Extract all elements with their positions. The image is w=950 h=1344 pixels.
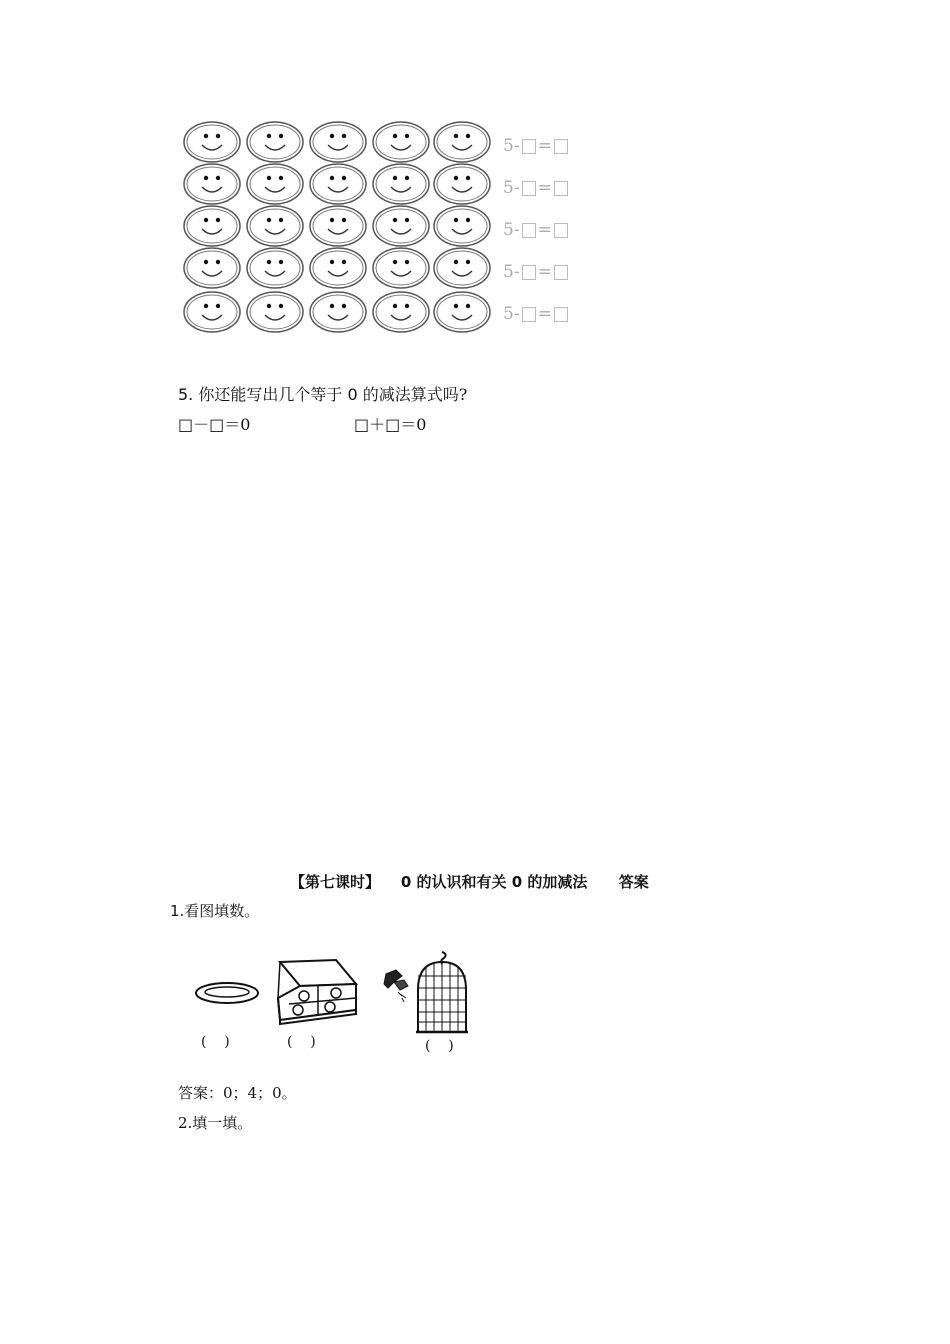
smiley-face-icon <box>247 122 303 162</box>
flying-bird-illustration <box>380 966 412 1004</box>
equation-prefix: 5- <box>503 304 520 324</box>
question-5-text2: 的减法算式吗? <box>362 385 468 404</box>
equation-plus: □＋□＝0 <box>354 415 427 434</box>
blank-box <box>522 181 536 196</box>
equation-prefix: 5- <box>503 262 520 282</box>
smiley-face-icon <box>373 206 429 246</box>
smiley-face-icon <box>310 248 366 288</box>
answer-question-1: 1.看图填数。 <box>170 902 260 920</box>
answer-text: 答案：0；4；0。 <box>178 1084 297 1102</box>
blank-box <box>554 223 568 238</box>
smiley-face-icon <box>434 248 490 288</box>
smiley-face-icon <box>434 164 490 204</box>
bird-cage-illustration <box>412 950 472 1036</box>
smiley-face-icon <box>310 122 366 162</box>
box-with-apples-illustration <box>274 958 360 1026</box>
blank-box <box>522 139 536 154</box>
blank-box <box>554 307 568 322</box>
question-5-number: 5. <box>178 385 194 404</box>
smiley-face-icon <box>247 164 303 204</box>
question-5 <box>178 382 467 405</box>
equation-minus: □－□＝0 <box>178 415 251 434</box>
equation-prefix: 5- <box>503 136 520 156</box>
equation-prefix: 5- <box>503 178 520 198</box>
blank-box <box>554 181 568 196</box>
equals-sign: = <box>537 136 552 156</box>
question-5-text: 你还能写出几个等于 <box>198 385 343 404</box>
smiley-face-icon <box>184 164 240 204</box>
equals-sign: = <box>537 304 552 324</box>
blank-box <box>554 265 568 280</box>
smiley-face-icon <box>184 248 240 288</box>
row-equation <box>503 304 570 324</box>
equals-sign: = <box>537 178 552 198</box>
plate-illustration <box>194 980 260 1006</box>
smiley-face-icon <box>184 292 240 332</box>
row-equation <box>503 220 570 240</box>
blank-box <box>522 265 536 280</box>
blank-box <box>522 307 536 322</box>
answer-blank-box: ( ) <box>287 1034 316 1050</box>
smiley-face-icon <box>373 164 429 204</box>
answer-section-title: 【第七课时】 0 的认识和有关 0 的加减法 答案 <box>290 873 649 891</box>
equals-sign: = <box>537 220 552 240</box>
answer-blank-cage: ( ) <box>425 1038 454 1054</box>
smiley-face-icon <box>310 292 366 332</box>
answer-blank-plate: ( ) <box>201 1034 230 1050</box>
smiley-face-icon <box>373 248 429 288</box>
row-equation <box>503 178 570 198</box>
blank-box <box>554 139 568 154</box>
smiley-face-icon <box>434 292 490 332</box>
smiley-faces-grid <box>182 120 497 338</box>
smiley-face-icon <box>310 206 366 246</box>
blank-box <box>522 223 536 238</box>
smiley-face-icon <box>184 122 240 162</box>
answer-question-2: 2.填一填。 <box>178 1114 253 1132</box>
smiley-face-icon <box>247 292 303 332</box>
smiley-face-icon <box>247 248 303 288</box>
equation-prefix: 5- <box>503 220 520 240</box>
row-equation <box>503 136 570 156</box>
smiley-face-icon <box>184 206 240 246</box>
smiley-face-icon <box>247 206 303 246</box>
smiley-face-icon <box>373 292 429 332</box>
row-equation <box>503 262 570 282</box>
smiley-face-icon <box>434 122 490 162</box>
smiley-face-icon <box>434 206 490 246</box>
smiley-face-icon <box>373 122 429 162</box>
question-5-zero: 0 <box>347 385 358 404</box>
smiley-face-icon <box>310 164 366 204</box>
equals-sign: = <box>537 262 552 282</box>
